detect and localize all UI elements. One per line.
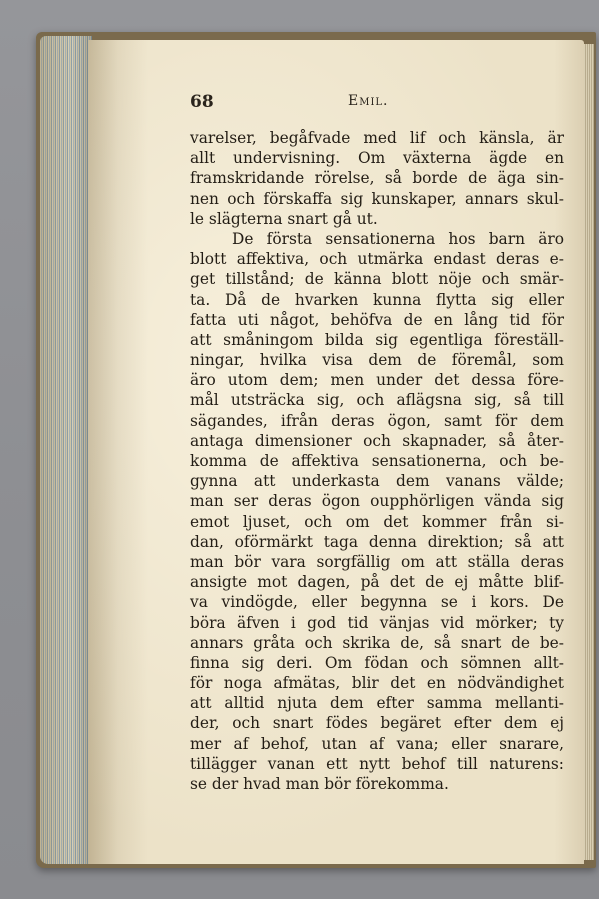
text-line: dan, oförmärkt taga denna direktion; så att — [190, 532, 564, 551]
text-line: att småningom bilda sig egentliga föreställ- — [190, 330, 564, 349]
text-line: annars gråta och skrika de, så snart de be- — [190, 633, 564, 652]
text-line: finna sig deri. Om födan och sömnen allt- — [190, 653, 564, 672]
text-line: man bör vara sorgfällig om att ställa deras — [190, 552, 564, 571]
text-line: get tillstånd; de känna blott nöje och smär- — [190, 270, 564, 289]
page-number: 68 — [190, 92, 214, 112]
text-line: komma de affektiva sensationerna, och be- — [190, 452, 564, 470]
text-line: va vindögde, eller begynna se i kors. De — [190, 593, 564, 612]
text-line: der, och snart födes begäret efter dem ej — [190, 714, 564, 733]
text-line: äro utom dem; men under det dessa före- — [190, 371, 564, 390]
text-line: nen och förskaffa sig kunskaper, annars skul- — [190, 189, 564, 208]
text-line: emot ljuset, och om det kommer från si- — [190, 512, 564, 531]
text-line: man ser deras ögon oupphörligen vända sig — [190, 492, 564, 511]
text-line: mer af behof, utan af vana; eller snarare, — [190, 734, 564, 753]
text-line: tillägger vanan ett nytt behof till naturens: — [190, 754, 564, 773]
gutter-shadow — [88, 40, 148, 864]
text-line: för noga afmätas, blir det en nödvändighet — [190, 674, 564, 693]
text-line: böra äfven i god tid vänjas vid mörker; ty — [190, 613, 564, 632]
page-right-edge — [584, 44, 594, 860]
text-line: se der hvad man bör förekomma. — [190, 775, 449, 793]
text-line: sägandes, ifrån deras ögon, samt för dem — [190, 411, 564, 430]
running-head: Emil. — [348, 93, 389, 109]
page-header — [190, 92, 550, 116]
text-line: mål utsträcka sig, och aflägsna sig, så till — [190, 391, 564, 410]
text-line: gynna att underkasta dem vanans välde; — [190, 472, 564, 491]
text-line: De första sensationerna hos barn äro — [232, 229, 564, 248]
text-line: ta. Då de hvarken kunna flytta sig eller — [190, 290, 564, 309]
page-edges — [40, 36, 92, 864]
text-line: fatta uti något, behöfva de en lång tid för — [190, 310, 564, 329]
text-line: att alltid njuta dem efter samma mellanti- — [190, 694, 564, 713]
body-text — [190, 128, 564, 794]
text-line: antaga dimensioner och skapnader, så åter- — [190, 431, 564, 450]
text-line: ansigte mot dagen, på det de ej måtte blif- — [190, 573, 564, 592]
text-line: allt undervisning. Om växterna ägde en — [190, 149, 564, 168]
text-line: ningar, hvilka visa dem de föremål, som — [190, 351, 564, 370]
text-line: framskridande rörelse, så borde de äga sin- — [190, 169, 564, 188]
text-line: le slägterna snart gå ut. — [190, 209, 378, 228]
text-line: varelser, begåfvade med lif och känsla, är — [190, 129, 564, 147]
text-line: blott affektiva, och utmärka endast deras e- — [190, 250, 564, 269]
